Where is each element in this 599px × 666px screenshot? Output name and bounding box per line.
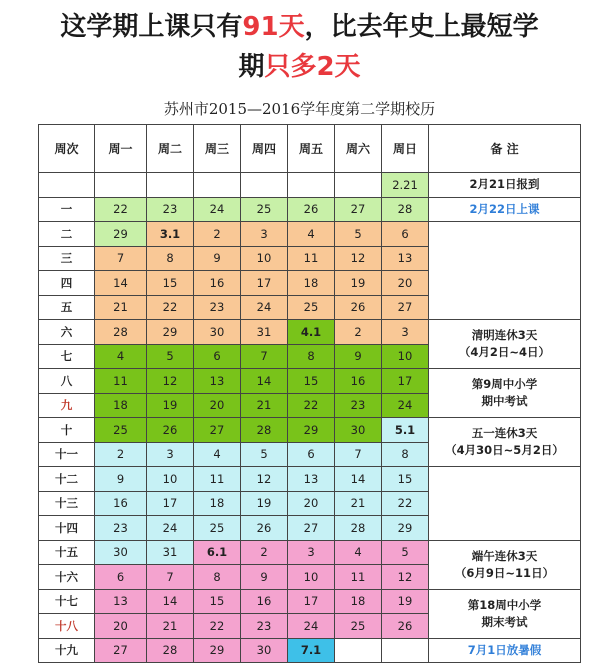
table-row bbox=[39, 638, 581, 663]
headline-text-1b: ，比去年史上最短学 bbox=[304, 12, 539, 42]
date-cell bbox=[335, 173, 382, 198]
date-cell: 2.21 bbox=[382, 173, 429, 198]
headline-days-count: 91天 bbox=[242, 12, 305, 42]
date-cell: 18 bbox=[194, 491, 241, 516]
date-cell: 15 bbox=[288, 369, 335, 394]
date-cell: 19 bbox=[241, 491, 288, 516]
date-cell: 24 bbox=[382, 393, 429, 418]
week-number-cell: 六 bbox=[39, 320, 95, 345]
note-text: 2月21日报到 bbox=[469, 177, 540, 192]
date-cell: 23 bbox=[241, 614, 288, 639]
date-cell: 22 bbox=[95, 197, 147, 222]
date-cell: 27 bbox=[382, 295, 429, 320]
date-cell: 10 bbox=[241, 246, 288, 271]
note-text: 清明连休3天 bbox=[471, 328, 538, 342]
date-cell: 26 bbox=[382, 614, 429, 639]
date-cell: 4.1 bbox=[288, 320, 335, 345]
note-cell bbox=[429, 173, 581, 198]
week-number-cell: 十二 bbox=[39, 467, 95, 492]
date-cell: 23 bbox=[95, 516, 147, 541]
date-cell: 29 bbox=[147, 320, 194, 345]
header-cell: 周三 bbox=[194, 125, 241, 173]
date-cell: 5 bbox=[382, 540, 429, 565]
week-number-cell bbox=[39, 173, 95, 198]
date-cell: 25 bbox=[194, 516, 241, 541]
date-cell: 6 bbox=[382, 222, 429, 247]
date-cell: 21 bbox=[335, 491, 382, 516]
date-cell: 27 bbox=[95, 638, 147, 663]
note-cell bbox=[429, 467, 581, 541]
date-cell: 6 bbox=[288, 442, 335, 467]
date-cell: 27 bbox=[194, 418, 241, 443]
date-cell: 28 bbox=[335, 516, 382, 541]
table-row bbox=[39, 197, 581, 222]
date-cell: 14 bbox=[95, 271, 147, 296]
week-number-cell: 五 bbox=[39, 295, 95, 320]
date-cell: 7 bbox=[147, 565, 194, 590]
note-text: 第18周中小学 bbox=[467, 597, 542, 612]
date-cell: 6 bbox=[95, 565, 147, 590]
date-cell: 20 bbox=[194, 393, 241, 418]
date-cell: 16 bbox=[335, 369, 382, 394]
table-row bbox=[39, 222, 581, 247]
note-text: 2月22日上课 bbox=[469, 201, 540, 216]
date-cell: 22 bbox=[288, 393, 335, 418]
date-cell: 28 bbox=[147, 638, 194, 663]
date-cell: 29 bbox=[382, 516, 429, 541]
date-cell: 16 bbox=[194, 271, 241, 296]
note-cell bbox=[429, 222, 581, 320]
date-cell: 24 bbox=[241, 295, 288, 320]
date-cell: 2 bbox=[241, 540, 288, 565]
table-row bbox=[39, 369, 581, 394]
date-cell: 29 bbox=[288, 418, 335, 443]
date-cell: 9 bbox=[194, 246, 241, 271]
date-cell: 2 bbox=[335, 320, 382, 345]
note-cell bbox=[429, 320, 581, 369]
date-cell: 14 bbox=[241, 369, 288, 394]
date-cell: 18 bbox=[95, 393, 147, 418]
date-cell: 30 bbox=[335, 418, 382, 443]
header-cell: 周一 bbox=[95, 125, 147, 173]
week-number-cell: 十八 bbox=[39, 614, 95, 639]
date-cell: 8 bbox=[147, 246, 194, 271]
date-cell: 26 bbox=[241, 516, 288, 541]
header-cell: 周日 bbox=[382, 125, 429, 173]
week-number-cell: 八 bbox=[39, 369, 95, 394]
date-cell: 26 bbox=[288, 197, 335, 222]
date-cell: 18 bbox=[288, 271, 335, 296]
date-cell: 17 bbox=[382, 369, 429, 394]
date-cell: 27 bbox=[288, 516, 335, 541]
date-cell: 19 bbox=[335, 271, 382, 296]
date-cell: 30 bbox=[95, 540, 147, 565]
date-cell: 21 bbox=[147, 614, 194, 639]
date-cell bbox=[95, 173, 147, 198]
date-cell: 13 bbox=[95, 589, 147, 614]
date-cell: 19 bbox=[382, 589, 429, 614]
date-cell: 23 bbox=[147, 197, 194, 222]
week-number-cell: 四 bbox=[39, 271, 95, 296]
header-cell: 周五 bbox=[288, 125, 335, 173]
note-text: 7月1日放暑假 bbox=[467, 642, 542, 657]
note-cell bbox=[429, 540, 581, 589]
note-text: （6月9日~11日） bbox=[454, 565, 555, 580]
date-cell: 2 bbox=[194, 222, 241, 247]
date-cell: 10 bbox=[288, 565, 335, 590]
date-cell: 6 bbox=[194, 344, 241, 369]
date-cell: 30 bbox=[194, 320, 241, 345]
date-cell: 4 bbox=[288, 222, 335, 247]
week-number-cell: 十七 bbox=[39, 589, 95, 614]
note-text: 期末考试 bbox=[481, 614, 528, 629]
date-cell bbox=[382, 638, 429, 663]
school-calendar-table bbox=[38, 124, 581, 663]
date-cell: 6.1 bbox=[194, 540, 241, 565]
date-cell: 14 bbox=[335, 467, 382, 492]
headline-line-1 bbox=[0, 6, 599, 43]
table-row bbox=[39, 418, 581, 443]
date-cell: 17 bbox=[288, 589, 335, 614]
note-cell bbox=[429, 369, 581, 418]
date-cell: 11 bbox=[335, 565, 382, 590]
date-cell: 3 bbox=[241, 222, 288, 247]
date-cell: 9 bbox=[241, 565, 288, 590]
date-cell bbox=[241, 173, 288, 198]
date-cell: 24 bbox=[194, 197, 241, 222]
date-cell: 16 bbox=[241, 589, 288, 614]
date-cell: 23 bbox=[194, 295, 241, 320]
note-text: 端午连休3天 bbox=[471, 548, 538, 563]
headline-text-1a: 这学期上课只有 bbox=[60, 12, 243, 42]
date-cell: 5 bbox=[241, 442, 288, 467]
table-row bbox=[39, 173, 581, 198]
date-cell: 12 bbox=[382, 565, 429, 590]
date-cell bbox=[335, 638, 382, 663]
week-number-cell: 十五 bbox=[39, 540, 95, 565]
note-cell bbox=[429, 197, 581, 222]
week-number-cell: 九 bbox=[39, 393, 95, 418]
date-cell: 31 bbox=[147, 540, 194, 565]
date-cell: 7 bbox=[95, 246, 147, 271]
date-cell: 8 bbox=[288, 344, 335, 369]
headline-extra-days: 只多2天 bbox=[264, 52, 361, 82]
date-cell: 29 bbox=[194, 638, 241, 663]
date-cell: 5.1 bbox=[382, 418, 429, 443]
date-cell: 7 bbox=[241, 344, 288, 369]
date-cell: 11 bbox=[288, 246, 335, 271]
date-cell: 17 bbox=[241, 271, 288, 296]
table-row bbox=[39, 540, 581, 565]
note-cell bbox=[429, 638, 581, 663]
date-cell: 13 bbox=[194, 369, 241, 394]
date-cell: 29 bbox=[95, 222, 147, 247]
date-cell: 26 bbox=[335, 295, 382, 320]
date-cell: 27 bbox=[335, 197, 382, 222]
note-text: 期中考试 bbox=[481, 394, 528, 408]
week-number-cell: 十四 bbox=[39, 516, 95, 541]
date-cell: 24 bbox=[288, 614, 335, 639]
note-text: （4月30日~5月2日） bbox=[445, 443, 564, 457]
week-number-cell: 三 bbox=[39, 246, 95, 271]
date-cell: 13 bbox=[288, 467, 335, 492]
date-cell: 20 bbox=[382, 271, 429, 296]
date-cell: 3.1 bbox=[147, 222, 194, 247]
date-cell: 4 bbox=[95, 344, 147, 369]
header-cell: 周二 bbox=[147, 125, 194, 173]
date-cell: 31 bbox=[241, 320, 288, 345]
date-cell: 25 bbox=[335, 614, 382, 639]
date-cell: 23 bbox=[335, 393, 382, 418]
week-number-cell: 十九 bbox=[39, 638, 95, 663]
date-cell: 24 bbox=[147, 516, 194, 541]
date-cell: 22 bbox=[382, 491, 429, 516]
week-number-cell: 一 bbox=[39, 197, 95, 222]
date-cell: 8 bbox=[194, 565, 241, 590]
date-cell: 28 bbox=[382, 197, 429, 222]
date-cell: 22 bbox=[147, 295, 194, 320]
date-cell: 3 bbox=[382, 320, 429, 345]
week-number-cell: 十三 bbox=[39, 491, 95, 516]
date-cell: 9 bbox=[95, 467, 147, 492]
date-cell: 7 bbox=[335, 442, 382, 467]
week-number-cell: 十 bbox=[39, 418, 95, 443]
table-title: 苏州市2015—2016学年度第二学期校历 bbox=[163, 100, 436, 118]
table-body bbox=[39, 173, 581, 663]
date-cell: 12 bbox=[241, 467, 288, 492]
date-cell: 11 bbox=[95, 369, 147, 394]
week-number-cell: 十六 bbox=[39, 565, 95, 590]
date-cell: 17 bbox=[147, 491, 194, 516]
date-cell: 5 bbox=[147, 344, 194, 369]
date-cell: 9 bbox=[335, 344, 382, 369]
note-text: 第9周中小学 bbox=[471, 377, 538, 391]
date-cell: 3 bbox=[288, 540, 335, 565]
date-cell: 5 bbox=[335, 222, 382, 247]
date-cell: 25 bbox=[241, 197, 288, 222]
date-cell: 25 bbox=[288, 295, 335, 320]
date-cell: 20 bbox=[288, 491, 335, 516]
week-number-cell: 七 bbox=[39, 344, 95, 369]
date-cell bbox=[194, 173, 241, 198]
date-cell bbox=[147, 173, 194, 198]
date-cell: 26 bbox=[147, 418, 194, 443]
date-cell: 10 bbox=[147, 467, 194, 492]
headline-line-2 bbox=[0, 46, 599, 83]
date-cell: 8 bbox=[382, 442, 429, 467]
table-header-row bbox=[39, 125, 581, 173]
note-cell bbox=[429, 589, 581, 638]
date-cell: 28 bbox=[95, 320, 147, 345]
date-cell: 30 bbox=[241, 638, 288, 663]
table-row bbox=[39, 467, 581, 492]
table-row bbox=[39, 320, 581, 345]
date-cell: 7.1 bbox=[288, 638, 335, 663]
date-cell bbox=[288, 173, 335, 198]
date-cell: 16 bbox=[95, 491, 147, 516]
date-cell: 3 bbox=[147, 442, 194, 467]
week-number-cell: 十一 bbox=[39, 442, 95, 467]
note-text: 五一连休3天 bbox=[471, 426, 538, 440]
header-cell: 备 注 bbox=[429, 125, 581, 173]
date-cell: 2 bbox=[95, 442, 147, 467]
date-cell: 18 bbox=[335, 589, 382, 614]
table-row bbox=[39, 589, 581, 614]
date-cell: 15 bbox=[194, 589, 241, 614]
date-cell: 4 bbox=[194, 442, 241, 467]
date-cell: 13 bbox=[382, 246, 429, 271]
date-cell: 22 bbox=[194, 614, 241, 639]
note-text: （4月2日~4日） bbox=[458, 345, 551, 359]
date-cell: 20 bbox=[95, 614, 147, 639]
date-cell: 12 bbox=[335, 246, 382, 271]
date-cell: 28 bbox=[241, 418, 288, 443]
date-cell: 15 bbox=[147, 271, 194, 296]
week-number-cell: 二 bbox=[39, 222, 95, 247]
note-cell bbox=[429, 418, 581, 467]
date-cell: 25 bbox=[95, 418, 147, 443]
date-cell: 19 bbox=[147, 393, 194, 418]
date-cell: 14 bbox=[147, 589, 194, 614]
header-cell: 周六 bbox=[335, 125, 382, 173]
date-cell: 12 bbox=[147, 369, 194, 394]
header-cell: 周次 bbox=[39, 125, 95, 173]
header-cell: 周四 bbox=[241, 125, 288, 173]
date-cell: 11 bbox=[194, 467, 241, 492]
date-cell: 21 bbox=[95, 295, 147, 320]
date-cell: 10 bbox=[382, 344, 429, 369]
headline-text-2a: 期 bbox=[238, 52, 265, 82]
date-cell: 15 bbox=[382, 467, 429, 492]
date-cell: 4 bbox=[335, 540, 382, 565]
date-cell: 21 bbox=[241, 393, 288, 418]
